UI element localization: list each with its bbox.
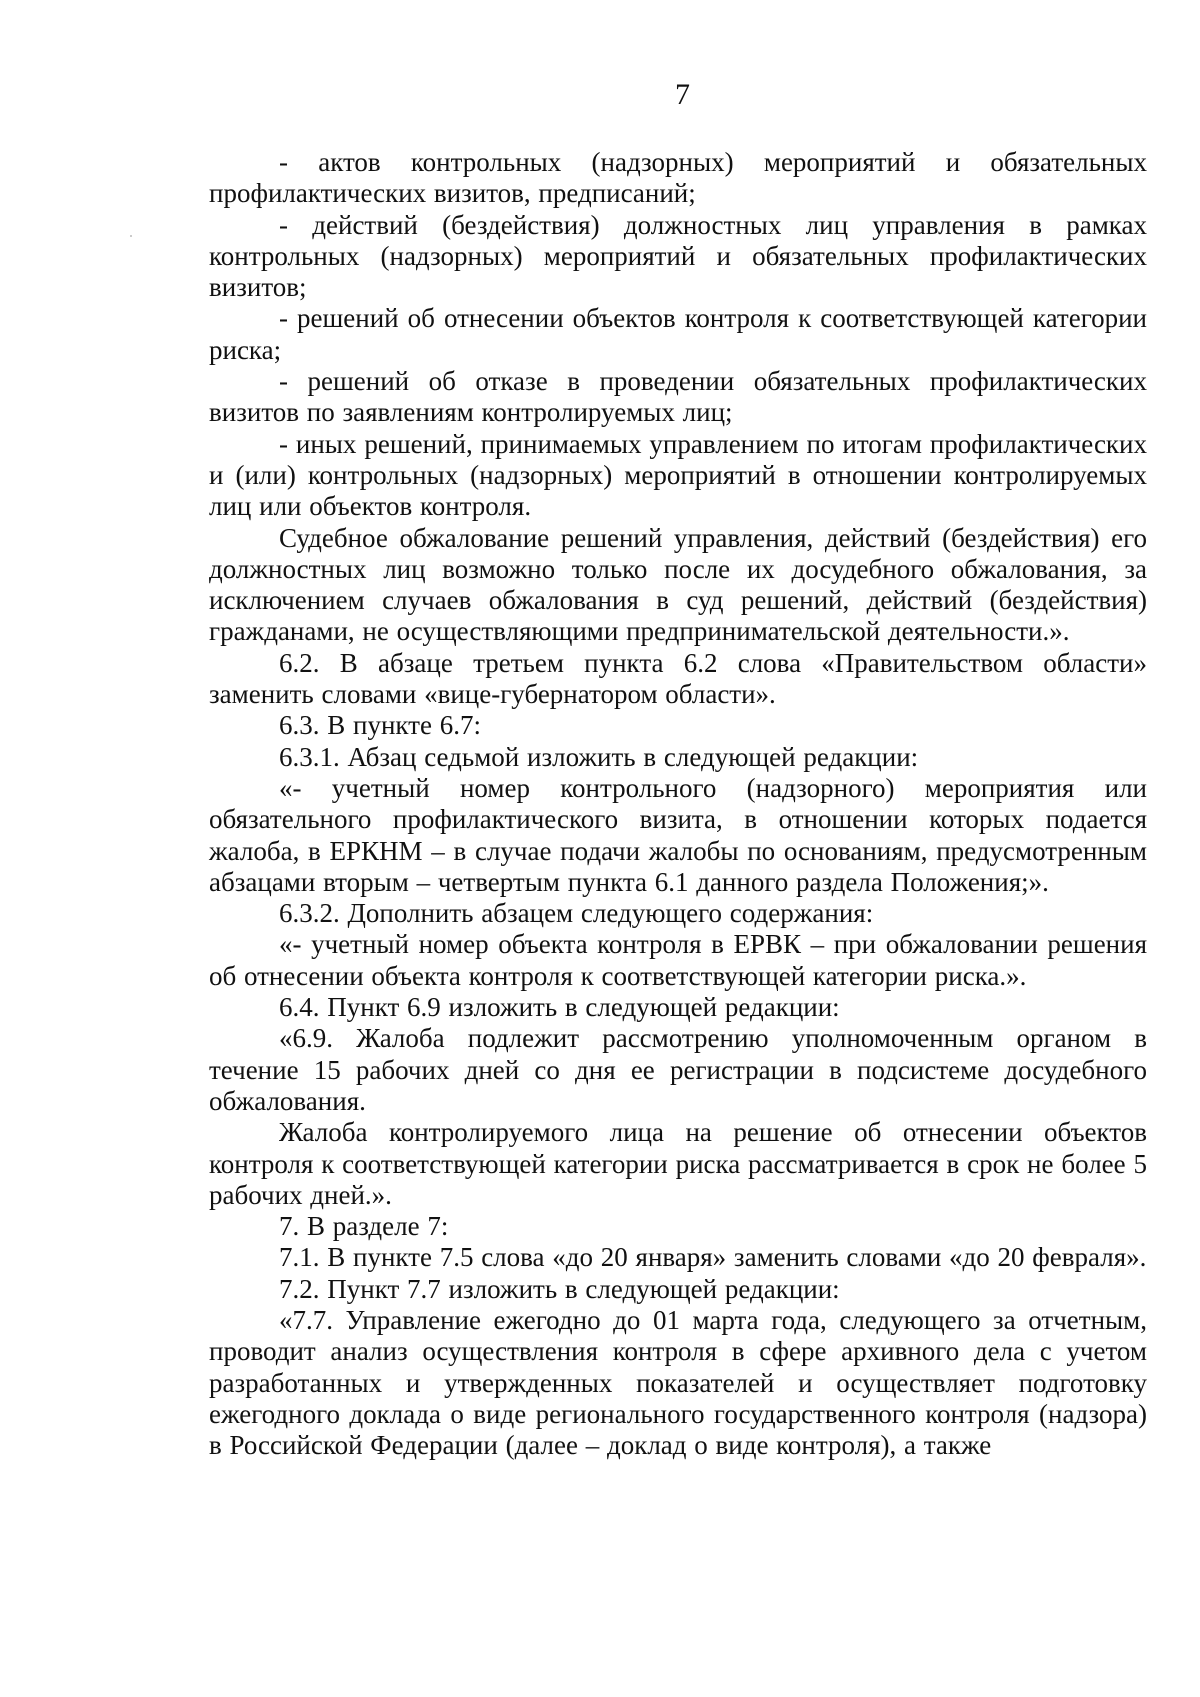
paragraph: 7. В разделе 7: — [279, 1211, 449, 1242]
paragraph: 7.2. Пункт 7.7 изложить в следующей редакции: — [279, 1273, 840, 1304]
paragraph: 6.3. В пункте 6.7: — [279, 710, 481, 741]
paragraph: 6.3.2. Дополнить абзацем следующего содержания: — [279, 898, 874, 929]
paragraph: «- учетный номер объекта контроля в ЕРВК – при обжаловании решения об отнесении объекта контроля к соответствующей категории риска.». — [209, 929, 1147, 991]
paragraph: - решений об отнесении объектов контроля к соответствующей категории риска; — [209, 303, 1147, 365]
paragraph: - актов контрольных (надзорных) мероприятий и обязательных профилактических визитов, предписаний; — [209, 147, 1147, 209]
paragraph: Жалоба контролируемого лица на решение об отнесении объектов контроля к соответствующей категории риска рассматривается в срок не более 5 рабочих дней.». — [209, 1117, 1147, 1210]
paragraph: - решений об отказе в проведении обязательных профилактических визитов по заявлениям контролируемых лиц; — [209, 366, 1147, 428]
scan-artifact — [130, 235, 132, 237]
paragraph: 7.1. В пункте 7.5 слова «до 20 января» заменить словами «до 20 февраля». — [279, 1242, 1147, 1273]
paragraph: 6.3.1. Абзац седьмой изложить в следующей редакции: — [279, 741, 919, 772]
paragraph: Судебное обжалование решений управления, действий (бездействия) его должностных лиц возможно только после их досудебного обжалования, за исключением случаев обжалования в суд решений, действий (бездействия) гражданами, не осуществляющими предпринимательской деятельности.». — [209, 522, 1147, 647]
paragraph: 6.2. В абзаце третьем пункта 6.2 слова «Правительством области» заменить словами «вице-губернатором области». — [209, 647, 1147, 710]
paragraph: «6.9. Жалоба подлежит рассмотрению уполномоченным органом в течение 15 рабочих дней со дня ее регистрации в подсистеме досудебного обжалования. — [209, 1023, 1147, 1116]
paragraph: 6.4. Пункт 6.9 изложить в следующей редакции: — [279, 992, 840, 1023]
page-number: 7 — [675, 78, 690, 111]
paragraph: «- учетный номер контрольного (надзорного) мероприятия или обязательного профилактического визита, в отношении которых подается жалоба, в ЕРКНМ – в случае подачи жалобы по основаниям, предусмотренным абзацами вторым – четвертым пункта 6.1 данного раздела Положения;». — [209, 772, 1147, 897]
document-body — [209, 147, 1147, 1461]
paragraph: «7.7. Управление ежегодно до 01 марта года, следующего за отчетным, проводит анализ осуществления контроля в сфере архивного дела с учетом разработанных и утвержденных показателей и осуществляет подготовку ежегодного доклада о виде регионального государственного контроля (надзора) в Российской Федерации (далее – доклад о виде контроля), а также — [209, 1304, 1147, 1461]
paragraph: - иных решений, принимаемых управлением по итогам профилактических и (или) контрольных (надзорных) мероприятий в отношении контролируемых лиц или объектов контроля. — [209, 428, 1147, 522]
paragraph: - действий (бездействия) должностных лиц управления в рамках контрольных (надзорных) мероприятий и обязательных профилактических визитов; — [209, 209, 1147, 303]
